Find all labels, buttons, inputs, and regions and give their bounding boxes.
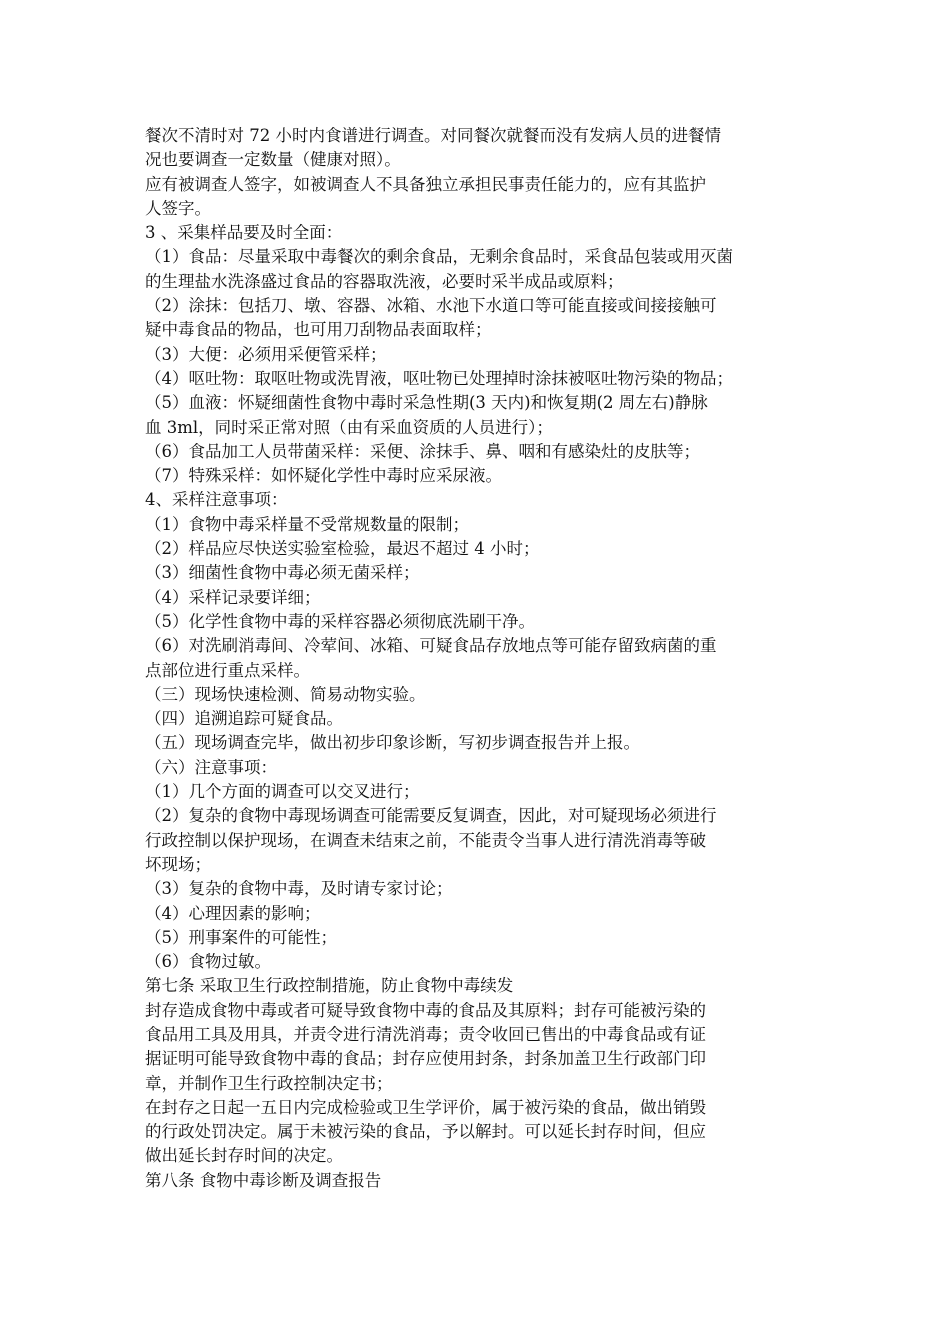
text-line: （2）涂抹：包括刀、墩、容器、冰箱、水池下水道口等可能直接或间接接触可 (145, 296, 717, 316)
text-line: 在封存之日起一五日内完成检验或卫生学评价，属于被污染的食品，做出销毁 (145, 1097, 706, 1117)
text-line: （四）追溯追踪可疑食品。 (145, 709, 343, 729)
text-line: 的生理盐水洗涤盛过食品的容器取洗液，必要时采半成品或原料； (145, 271, 624, 291)
text-line: 坏现场； (145, 854, 211, 874)
text-line: （3）复杂的食物中毒，及时请专家讨论； (145, 879, 453, 899)
text-line: （五）现场调查完毕，做出初步印象诊断，写初步调查报告并上报。 (145, 733, 640, 753)
text-line: （6）食物过敏。 (145, 952, 271, 972)
text-line: （2）样品应尽快送实验室检验，最迟不超过 4 小时； (145, 539, 540, 559)
text-line: （3）大便：必须用采便管采样； (145, 344, 387, 364)
text-line: 的行政处罚决定。属于未被污染的食品，予以解封。可以延长封存时间，但应 (145, 1122, 706, 1142)
text-line: （4）采样记录要详细； (145, 587, 321, 607)
text-line: （4）心理因素的影响； (145, 903, 321, 923)
text-line: 应有被调查人签字，如被调查人不具备独立承担民事责任能力的，应有其监护 (145, 174, 706, 194)
article-heading: 第八条 食物中毒诊断及调查报告 (145, 1170, 382, 1190)
text-line: 章，并制作卫生行政控制决定书； (145, 1073, 393, 1093)
section-heading: 4、采样注意事项： (145, 490, 288, 510)
article-heading: 第七条 采取卫生行政控制措施，防止食物中毒续发 (145, 976, 514, 996)
text-line: 况也要调查一定数量（健康对照）。 (145, 150, 401, 170)
text-line: 血 3ml，同时采正常对照（由有采血资质的人员进行）； (145, 417, 553, 437)
text-line: （5）化学性食物中毒的采样容器必须彻底洗刷干净。 (145, 611, 535, 631)
document-body (145, 124, 810, 1193)
text-line: 疑中毒食品的物品，也可用刀刮物品表面取样； (145, 320, 492, 340)
text-line: 封存造成食物中毒或者可疑导致食物中毒的食品及其原料；封存可能被污染的 (145, 1000, 706, 1020)
text-line: （1）几个方面的调查可以交叉进行； (145, 782, 420, 802)
text-line: 人签字。 (145, 198, 211, 218)
text-line: （7）特殊采样：如怀疑化学性中毒时应采尿液。 (145, 466, 502, 486)
section-heading: 3 、采集样品要及时全面： (145, 223, 343, 243)
text-line: 据证明可能导致食物中毒的食品；封存应使用封条，封条加盖卫生行政部门印 (145, 1049, 706, 1069)
text-line: （4）呕吐物：取呕吐物或洗胃液，呕吐物已处理掉时涂抹被呕吐物污染的物品； (145, 368, 733, 388)
text-line: （2）复杂的食物中毒现场调查可能需要反复调查，因此，对可疑现场必须进行 (145, 806, 717, 826)
text-line: 食品用工具及用具，并责令进行清洗消毒；责令收回已售出的中毒食品或有证 (145, 1024, 706, 1044)
text-line: （5）血液：怀疑细菌性食物中毒时采急性期(3 天内)和恢复期(2 周左右)静脉 (145, 393, 708, 413)
text-line: 做出延长封存时间的决定。 (145, 1146, 343, 1166)
text-line: （5）刑事案件的可能性； (145, 927, 337, 947)
text-line: 点部位进行重点采样。 (145, 660, 310, 680)
text-line: （1）食品：尽量采取中毒餐次的剩余食品，无剩余食品时，采食品包装或用灭菌 (145, 247, 733, 267)
text-line: （六）注意事项： (145, 757, 277, 777)
text-line: （三）现场快速检测、简易动物实验。 (145, 684, 426, 704)
text-line: 餐次不清时对 72 小时内食谱进行调查。对同餐次就餐而没有发病人员的进餐情 (145, 126, 721, 145)
text-line: 行政控制以保护现场，在调查未结束之前，不能责令当事人进行清洗消毒等破 (145, 830, 706, 850)
text-line: （3）细菌性食物中毒必须无菌采样； (145, 563, 420, 583)
text-line: （6）对洗刷消毒间、冷荤间、冰箱、可疑食品存放地点等可能存留致病菌的重 (145, 636, 717, 656)
text-line: （1）食物中毒采样量不受常规数量的限制； (145, 514, 469, 534)
text-line: （6）食品加工人员带菌采样：采便、涂抹手、鼻、咽和有感染灶的皮肤等； (145, 441, 700, 461)
